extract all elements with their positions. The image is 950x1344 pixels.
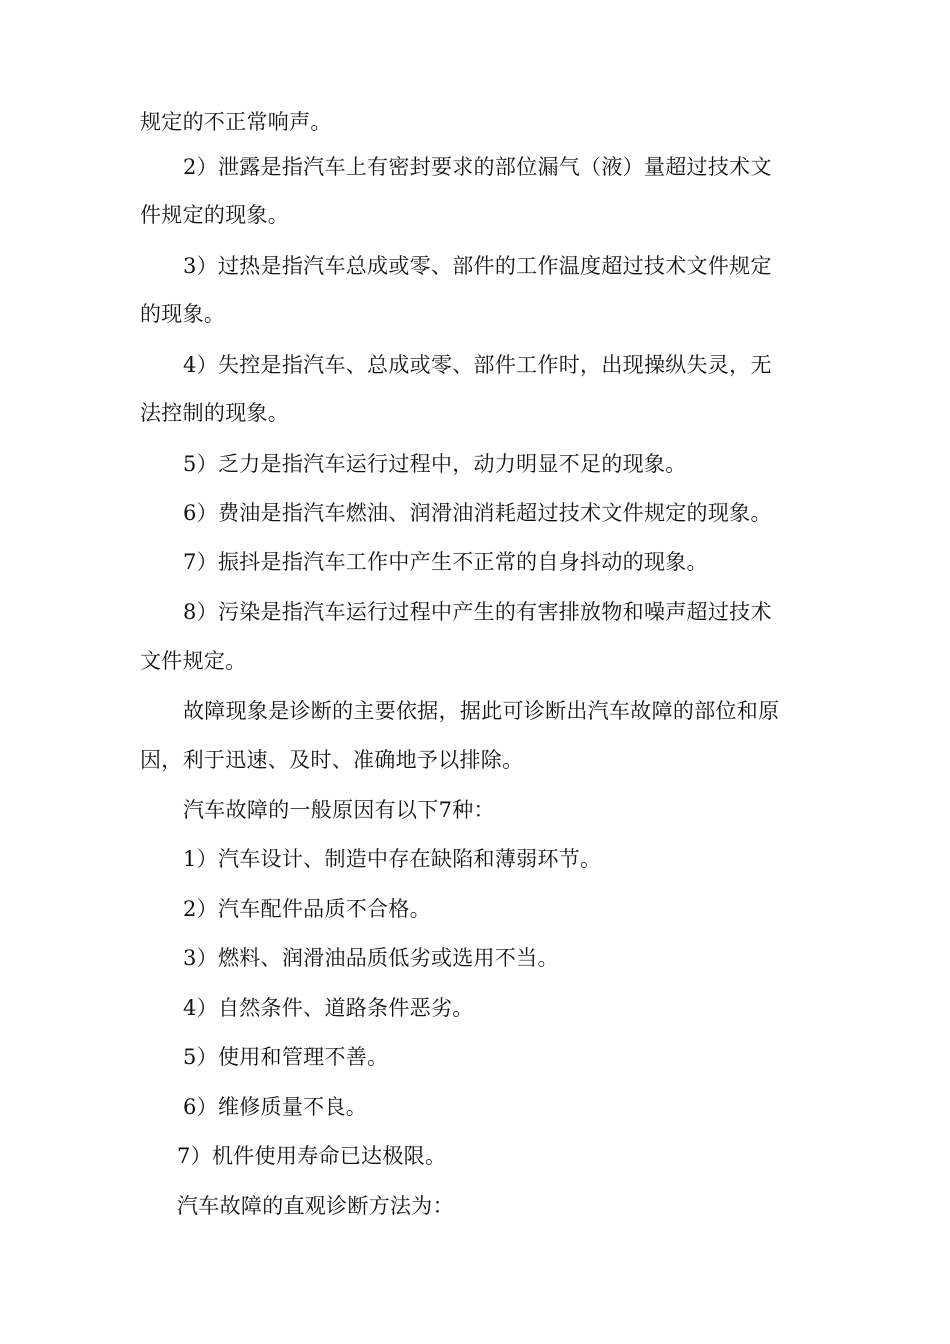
- text-line: 6）费油是指汽车燃油、润滑油消耗超过技术文件规定的现象。: [183, 501, 772, 525]
- text-line: 2）汽车配件品质不合格。: [183, 897, 431, 921]
- text-line: 1）汽车设计、制造中存在缺陷和薄弱环节。: [183, 847, 602, 871]
- text-line: 2）泄露是指汽车上有密封要求的部位漏气（液）量超过技术文: [183, 155, 772, 179]
- text-line: 5）乏力是指汽车运行过程中，动力明显不足的现象。: [183, 452, 687, 476]
- text-line: 4）自然条件、道路条件恶劣。: [183, 996, 474, 1020]
- text-line: 5）使用和管理不善。: [183, 1045, 389, 1069]
- text-line: 因，利于迅速、及时、准确地予以排除。: [140, 748, 524, 772]
- text-line: 3）过热是指汽车总成或零、部件的工作温度超过技术文件规定: [183, 254, 772, 278]
- text-line: 的现象。: [140, 302, 226, 326]
- text-line: 汽车故障的一般原因有以下7种：: [183, 798, 495, 822]
- text-line: 规定的不正常响声。: [140, 110, 332, 134]
- text-line: 3）燃料、润滑油品质低劣或选用不当。: [183, 946, 559, 970]
- text-line: 法控制的现象。: [140, 401, 290, 425]
- text-line: 汽车故障的直观诊断方法为：: [177, 1194, 454, 1218]
- text-line: 故障现象是诊断的主要依据，据此可诊断出汽车故障的部位和原: [183, 699, 780, 723]
- text-line: 文件规定。: [140, 649, 247, 673]
- text-line: 7）机件使用寿命已达极限。: [177, 1144, 447, 1168]
- text-line: 6）维修质量不良。: [183, 1095, 368, 1119]
- text-line: 7）振抖是指汽车工作中产生不正常的自身抖动的现象。: [183, 550, 708, 574]
- text-line: 件规定的现象。: [140, 203, 290, 227]
- text-line: 4）失控是指汽车、总成或零、部件工作时，出现操纵失灵，无: [183, 353, 772, 377]
- text-line: 8）污染是指汽车运行过程中产生的有害排放物和噪声超过技术: [183, 600, 772, 624]
